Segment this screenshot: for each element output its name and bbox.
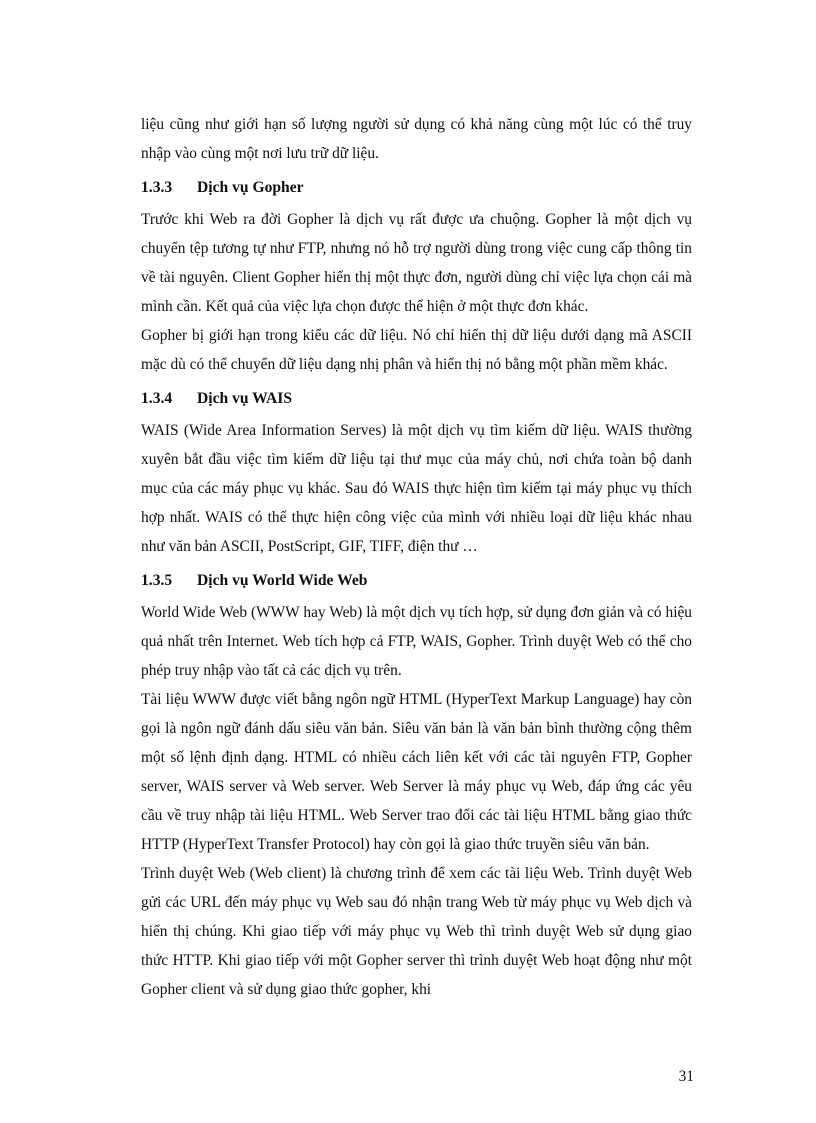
paragraph-www-browser: Trình duyệt Web (Web client) là chương trình để xem các tài liệu Web. Trình duyệt Web gửi các URL đến máy phục vụ Web sau đó nhận trang Web từ máy phục vụ Web dịch và hiển thị chúng. Khi giao tiếp với máy phục vụ Web thì trình duyệt Web sử dụng giao thức HTTP. Khi giao tiếp với một Gopher server thì trình duyệt Web hoạt động như một Gopher client và sử dụng giao thức gopher, khi [141,865,692,998]
section-heading-gopher [141,173,692,203]
section-heading-wais [141,384,692,414]
paragraph-gopher-intro: Trước khi Web ra đời Gopher là dịch vụ rất được ưa chuộng. Gopher là một dịch vụ chuyển tệp tương tự như FTP, nhưng nó hỗ trợ người dùng trong việc cung cấp thông tin về tài nguyên. Client Gopher hiển thị một thực đơn, người dùng chỉ việc lựa chọn cái mà mình cần. Kết quả của việc lựa chọn được thể hiện ở một thực đơn khác. [141,211,692,315]
paragraph-www-intro: World Wide Web (WWW hay Web) là một dịch vụ tích hợp, sử dụng đơn giản và có hiệu quả nhất trên Internet. Web tích hợp cả FTP, WAIS, Gopher. Trình duyệt Web có thể cho phép truy nhập vào tất cả các dịch vụ trên. [141,604,692,679]
section-number: 1.3.3 [141,179,173,196]
page-number: 31 [678,1068,694,1085]
section-number: 1.3.4 [141,390,173,407]
section-number: 1.3.5 [141,572,173,589]
paragraph-wais: WAIS (Wide Area Information Serves) là một dịch vụ tìm kiếm dữ liệu. WAIS thường xuyên bắt đầu việc tìm kiếm dữ liệu tại thư mục của máy chủ, nơi chứa toàn bộ danh mục của các máy phục vụ khác. Sau đó WAIS thực hiện tìm kiếm tại máy phục vụ thích hợp nhất. WAIS có thể thực hiện công việc của mình với nhiều loại dữ liệu khác nhau như văn bản ASCII, PostScript, GIF, TIFF, điện thư … [141,422,692,555]
section-title: Dịch vụ WAIS [197,390,293,407]
section-heading-www [141,566,692,596]
paragraph-www-html: Tài liệu WWW được viết bằng ngôn ngữ HTML (HyperText Markup Language) hay còn gọi là ngôn ngữ đánh dấu siêu văn bản. Siêu văn bản là văn bản bình thường cộng thêm một số lệnh định dạng. HTML có nhiều cách liên kết với các tài nguyên FTP, Gopher server, WAIS server và Web server. Web Server là máy phục vụ Web, đáp ứng các yêu cầu về truy nhập tài liệu HTML. Web Server trao đổi các tài liệu HTML bằng giao thức HTTP (HyperText Transfer Protocol) hay còn gọi là giao thức truyền siêu văn bản. [141,691,692,853]
paragraph-access-limit: liệu cũng như giới hạn số lượng người sử dụng có khả năng cùng một lúc có thể truy nhập vào cùng một nơi lưu trữ dữ liệu. [141,116,692,162]
section-title: Dịch vụ World Wide Web [197,572,368,589]
section-title: Dịch vụ Gopher [197,179,304,196]
page-body [141,110,692,1004]
paragraph-gopher-limits: Gopher bị giới hạn trong kiểu các dữ liệu. Nó chỉ hiển thị dữ liệu dưới dạng mã ASCII mặc dù có thể chuyển dữ liệu dạng nhị phân và hiển thị nó bằng một phần mềm khác. [141,327,692,373]
